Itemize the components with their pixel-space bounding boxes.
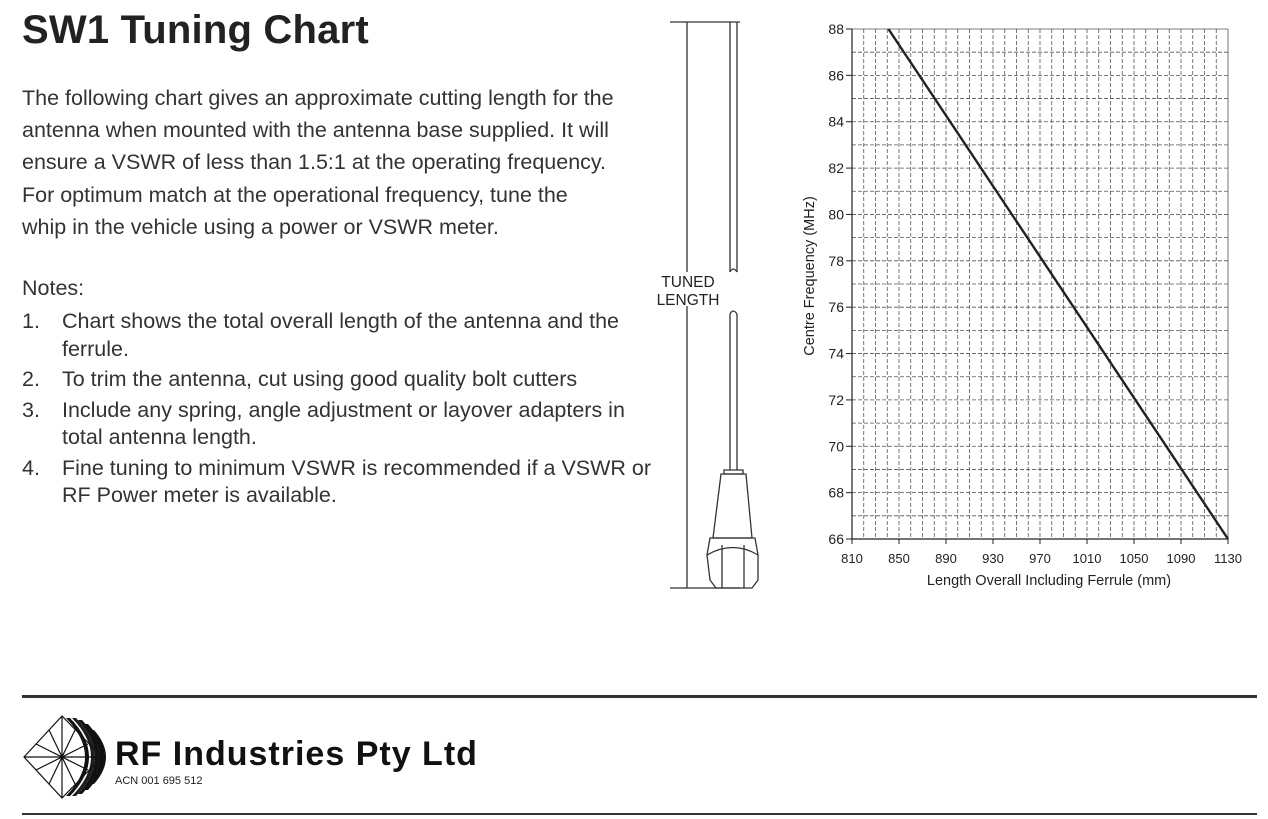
antenna-diagram <box>640 10 780 595</box>
x-axis-label: Length Overall Including Ferrule (mm) <box>926 573 1172 589</box>
x-tick-label: 1090 <box>1166 551 1196 566</box>
chart-grid <box>852 29 1228 539</box>
note-number: 3. <box>22 397 40 422</box>
y-tick-label: 74 <box>828 345 844 362</box>
antenna-ferrule <box>707 470 758 588</box>
y-tick-label: 70 <box>828 438 844 455</box>
page-bottom-divider <box>22 813 1257 815</box>
tuned-label-line2: LENGTH <box>656 292 720 309</box>
company-name: RF Industries Pty Ltd <box>115 735 478 773</box>
company-logo-icon <box>22 712 108 802</box>
notes-heading: Notes: <box>22 276 85 300</box>
note-item <box>22 455 652 510</box>
y-tick-label: 68 <box>828 484 844 501</box>
note-item <box>22 397 652 452</box>
tuning-chart <box>790 10 1260 600</box>
y-tick-label: 78 <box>828 252 844 269</box>
note-item <box>22 308 652 363</box>
note-number: 1. <box>22 309 40 333</box>
x-tick-label: 1010 <box>1072 551 1102 566</box>
note-text: Fine tuning to minimum VSWR is recommended if a VSWR or RF Power meter is available. <box>62 455 652 507</box>
note-number: 2. <box>22 367 40 391</box>
whip-lower <box>730 311 737 470</box>
note-text: Chart shows the total overall length of the antenna and the ferrule. <box>62 309 619 361</box>
x-tick-label: 1050 <box>1119 551 1149 566</box>
company-acn: ACN 001 695 512 <box>115 775 203 787</box>
intro-paragraph: The following chart gives an approximate cutting length for the antenna when mounted with the antenna base supplied. It will ensure a VSWR of less than 1.5:1 at the operating frequency. For optimum match at the operational frequency, tune the whip in the vehicle using a power or VSWR meter. <box>22 86 614 239</box>
tuned-label-line1: TUNED <box>661 274 715 291</box>
whip-upper <box>730 22 737 272</box>
note-number: 4. <box>22 455 40 480</box>
x-tick-label: 1130 <box>1214 551 1242 566</box>
chart-ticks <box>828 21 1242 566</box>
y-tick-label: 84 <box>828 113 844 130</box>
footer-divider <box>22 695 1257 698</box>
page-title: SW1 Tuning Chart <box>22 8 369 52</box>
x-tick-label: 850 <box>888 551 910 566</box>
note-text: To trim the antenna, cut using good quality bolt cutters <box>62 367 578 391</box>
note-item <box>22 366 652 394</box>
y-axis-label: Centre Frequency (MHz) <box>802 196 818 356</box>
y-tick-label: 72 <box>828 391 844 408</box>
x-tick-label: 970 <box>1029 551 1051 566</box>
x-tick-label: 930 <box>982 551 1004 566</box>
notes-list <box>22 308 652 513</box>
y-tick-label: 82 <box>828 160 844 177</box>
y-tick-label: 86 <box>828 67 844 84</box>
y-tick-label: 76 <box>828 299 844 316</box>
y-tick-label: 80 <box>828 206 844 223</box>
note-text: Include any spring, angle adjustment or layover adapters in total antenna length. <box>62 397 625 449</box>
x-tick-label: 890 <box>935 551 957 566</box>
y-tick-label: 66 <box>828 531 844 547</box>
y-tick-label: 88 <box>828 21 844 37</box>
x-tick-label: 810 <box>841 551 863 566</box>
